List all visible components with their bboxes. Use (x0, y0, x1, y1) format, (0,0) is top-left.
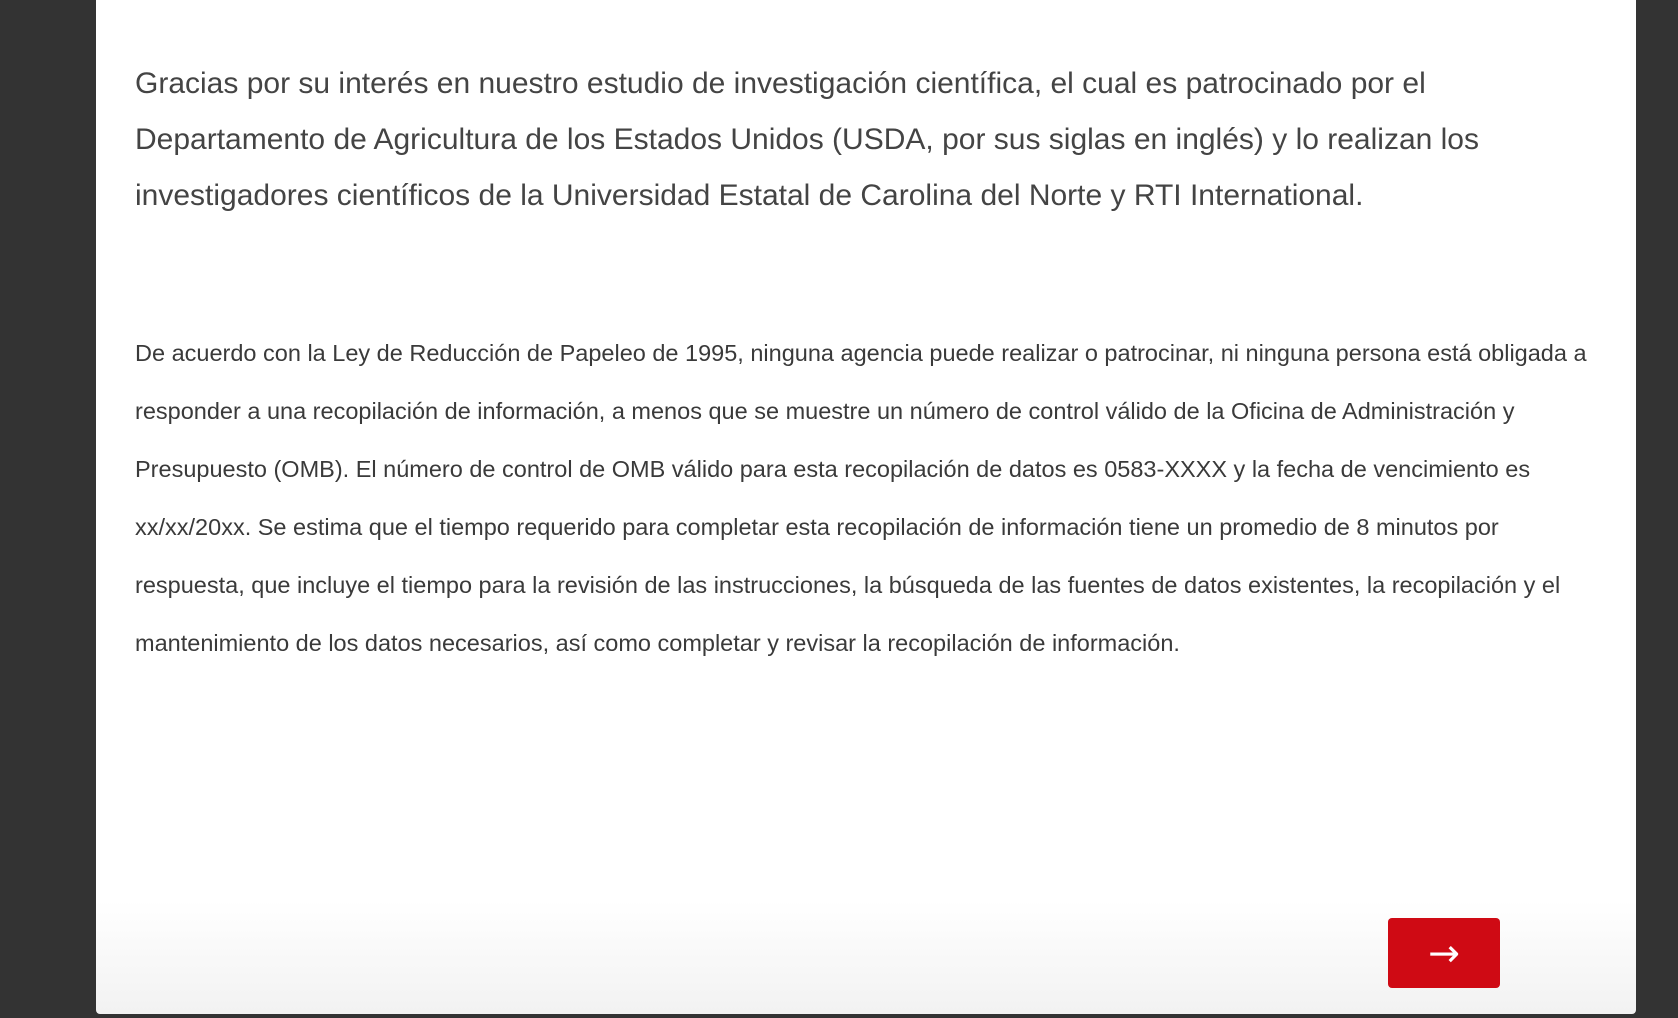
intro-text: Gracias por su interés en nuestro estudio de investigación científica, el cual es patrocinado por el Departamento de Agricultura de los Estados Unidos (USDA, por sus siglas en inglés) y lo realizan los investigadores científicos de la Universidad Estatal de Carolina del Norte y RTI International. (135, 67, 1479, 212)
next-button[interactable] (1388, 918, 1500, 988)
paperwork-notice: De acuerdo con la Ley de Reducción de Papeleo de 1995, ninguna agencia puede realizar o patrocinar, ni ninguna persona está obligada a responder a una recopilación de información, a menos que se muestre un número de control válido de la Oficina de Administración y Presupuesto (OMB). El número de control de OMB válido para esta recopilación de datos es 0583-XXXX y la fecha de vencimiento es xx/xx/20xx. Se estima que el tiempo requerido para completar esta recopilación de información tiene un promedio de 8 minutos por respuesta, que incluye el tiempo para la revisión de las instrucciones, la búsqueda de las fuentes de datos existentes, la recopilación y el mantenimiento de los datos necesarios, así como completar y revisar la recopilación de información. (135, 340, 1587, 656)
arrow-right-icon: → (1428, 931, 1460, 975)
survey-content (135, 56, 1605, 672)
survey-card (96, 0, 1636, 1014)
